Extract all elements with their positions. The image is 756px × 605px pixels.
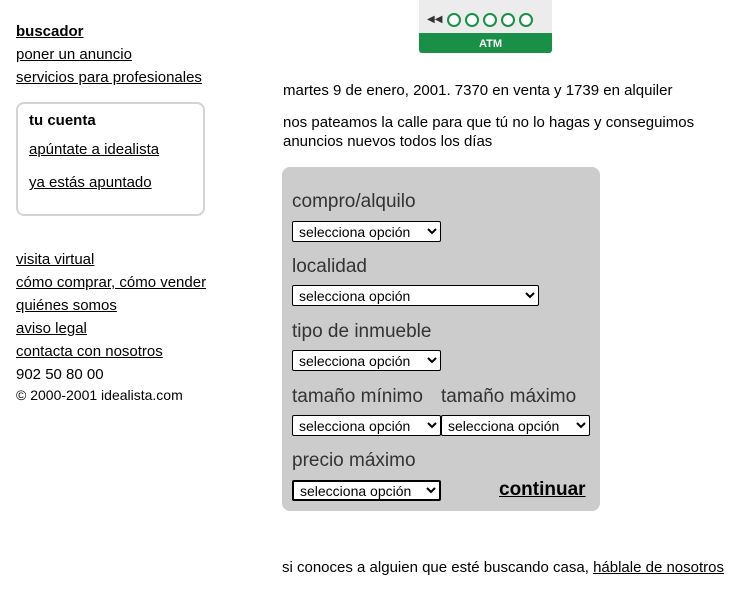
nav-link-search[interactable]: buscador: [16, 23, 84, 40]
account-title: tu cuenta: [29, 112, 96, 129]
signup-link[interactable]: apúntate a idealista: [29, 141, 160, 158]
nav-link-legal[interactable]: aviso legal: [16, 320, 87, 337]
train-icon: [465, 13, 479, 27]
nav-link-about[interactable]: quiénes somos: [16, 297, 117, 314]
phone-number: 902 50 80 00: [16, 366, 104, 383]
ticket-brand: ATM: [479, 38, 503, 50]
nav-link-contact[interactable]: contacta con nosotros: [16, 343, 163, 360]
min-size-label: tamaño mínimo: [292, 386, 423, 407]
max-price-label: precio máximo: [292, 450, 416, 471]
search-form: [282, 167, 600, 511]
metro-icon: [447, 13, 461, 27]
copyright: © 2000-2001 idealista.com: [16, 387, 183, 403]
max-size-label: tamaño máximo: [441, 386, 577, 407]
account-box: [16, 102, 205, 216]
max-size-select[interactable]: [441, 415, 590, 436]
already-registered-link[interactable]: ya estás apuntado: [29, 174, 152, 191]
location-label: localidad: [292, 256, 367, 277]
referral-line: [282, 559, 724, 576]
tagline: nos pateamos la calle para que tú no lo hagas y conseguimos anuncios nuevos todos los días: [283, 114, 695, 150]
max-price-select[interactable]: [292, 480, 441, 501]
tram-icon: [501, 13, 515, 27]
transport-icons: [447, 13, 533, 27]
cercanias-icon: [519, 13, 533, 27]
continue-link[interactable]: continuar: [499, 479, 586, 500]
nav-link-virtual-tour[interactable]: visita virtual: [16, 251, 95, 268]
nav-link-how-to[interactable]: cómo comprar, cómo vender: [16, 274, 207, 291]
rewind-icon: ◀◀: [427, 14, 443, 25]
bus-icon: [483, 13, 497, 27]
nav-link-pro-services[interactable]: servicios para profesionales: [16, 69, 202, 86]
property-type-select[interactable]: [292, 350, 441, 371]
referral-link[interactable]: háblale de nosotros: [593, 559, 724, 576]
location-select[interactable]: [292, 285, 539, 306]
secondary-nav: [16, 248, 206, 404]
listing-count-line: martes 9 de enero, 2001. 7370 en venta y 1739 en alquiler: [283, 82, 673, 99]
referral-text: si conoces a alguien que esté buscando casa,: [282, 559, 589, 576]
operation-select[interactable]: [292, 221, 441, 242]
main-nav: [16, 20, 202, 89]
property-type-label: tipo de inmueble: [292, 321, 432, 342]
min-size-select[interactable]: [292, 415, 441, 436]
operation-label: compro/alquilo: [292, 191, 416, 212]
nav-link-post-ad[interactable]: poner un anuncio: [16, 46, 132, 63]
transport-ticket-image: [419, 0, 552, 53]
